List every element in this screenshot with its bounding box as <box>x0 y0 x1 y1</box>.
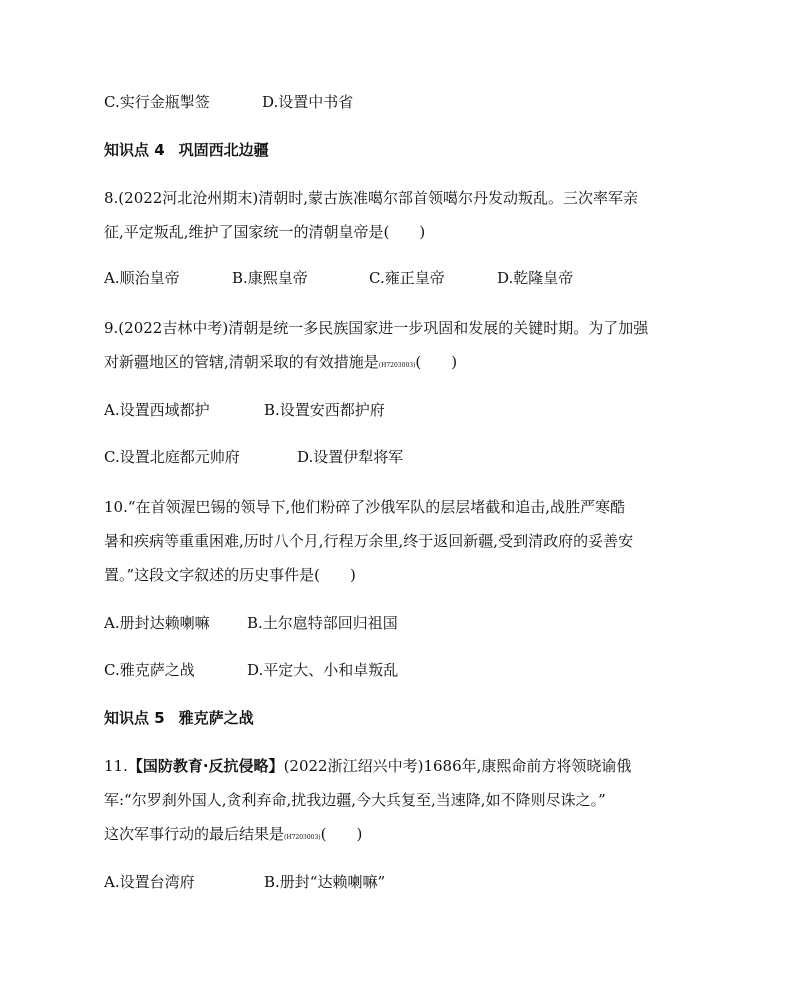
q9-option-a: A.设置西域都护 <box>104 401 210 419</box>
q10-line-1: 10.“在首领渥巴锡的领导下,他们粉碎了沙俄军队的层层堵截和追击,战胜严寒酷 <box>104 498 626 516</box>
q9-option-c: C.设置北庭都元帅府 <box>104 448 240 466</box>
q11-line-1 <box>104 756 631 776</box>
q11-answer-blank: ( ) <box>320 825 363 843</box>
section-5-heading <box>104 708 254 728</box>
q11-number: 11. <box>104 757 128 775</box>
q7-option-d: D.设置中书省 <box>262 93 354 111</box>
q10-line-3: 置。”这段文字叙述的历史事件是( ) <box>104 566 356 584</box>
q7-option-c: C.实行金瓶掣签 <box>104 93 210 111</box>
q8-option-c: C.雍正皇帝 <box>369 269 445 287</box>
q8-line-2: 征,平定叛乱,维护了国家统一的清朝皇帝是( ) <box>104 223 426 241</box>
q11-line-1-text: (2022浙江绍兴中考)1686年,康熙命前方将领晓谕俄 <box>283 757 632 775</box>
q11-line-2: 军:“尔罗刹外国人,贪利弃命,扰我边疆,今大兵复至,当速降,如不降则尽诛之。” <box>104 791 606 809</box>
q9-resource-code: (H7203003) <box>378 362 416 369</box>
q9-line-2 <box>104 352 457 376</box>
q11-line-3-text: 这次军事行动的最后结果是 <box>104 825 285 843</box>
section-5-title: 雅克萨之战 <box>178 709 254 727</box>
section-5-label: 知识点 5 <box>104 709 165 727</box>
q9-line-2-text: 对新疆地区的管辖,清朝采取的有效措施是 <box>104 353 379 371</box>
q8-option-a: A.顺治皇帝 <box>104 269 180 287</box>
q9-option-b: B.设置安西都护府 <box>264 401 385 419</box>
q10-line-2: 暑和疾病等重重困难,历时八个月,行程万余里,终于返回新疆,受到清政府的妥善安 <box>104 532 634 550</box>
q11-tag: 【国防教育·反抗侵略】 <box>127 757 284 775</box>
q9-answer-blank: ( ) <box>415 353 458 371</box>
q8-line-1: 8.(2022河北沧州期末)清朝时,蒙古族准噶尔部首领噶尔丹发动叛乱。三次率军亲 <box>104 189 638 207</box>
q9-option-d: D.设置伊犁将军 <box>297 448 404 466</box>
q10-option-d: D.平定大、小和卓叛乱 <box>247 661 399 679</box>
q11-option-a: A.设置台湾府 <box>104 873 195 891</box>
section-4-label: 知识点 4 <box>104 141 165 159</box>
q11-resource-code: (H7203003) <box>284 834 321 841</box>
q8-option-b: B.康熙皇帝 <box>232 269 308 287</box>
q11-option-b: B.册封“达赖喇嘛” <box>264 873 386 891</box>
q10-option-c: C.雅克萨之战 <box>104 661 195 679</box>
q10-option-b: B.土尔扈特部回归祖国 <box>247 614 398 632</box>
section-4-heading <box>104 140 269 160</box>
q9-line-1: 9.(2022吉林中考)清朝是统一多民族国家进一步巩固和发展的关键时期。为了加强 <box>104 319 649 337</box>
section-4-title: 巩固西北边疆 <box>178 141 269 159</box>
q8-option-d: D.乾隆皇帝 <box>497 269 574 287</box>
q11-line-3 <box>104 824 362 848</box>
q10-option-a: A.册封达赖喇嘛 <box>104 614 210 632</box>
